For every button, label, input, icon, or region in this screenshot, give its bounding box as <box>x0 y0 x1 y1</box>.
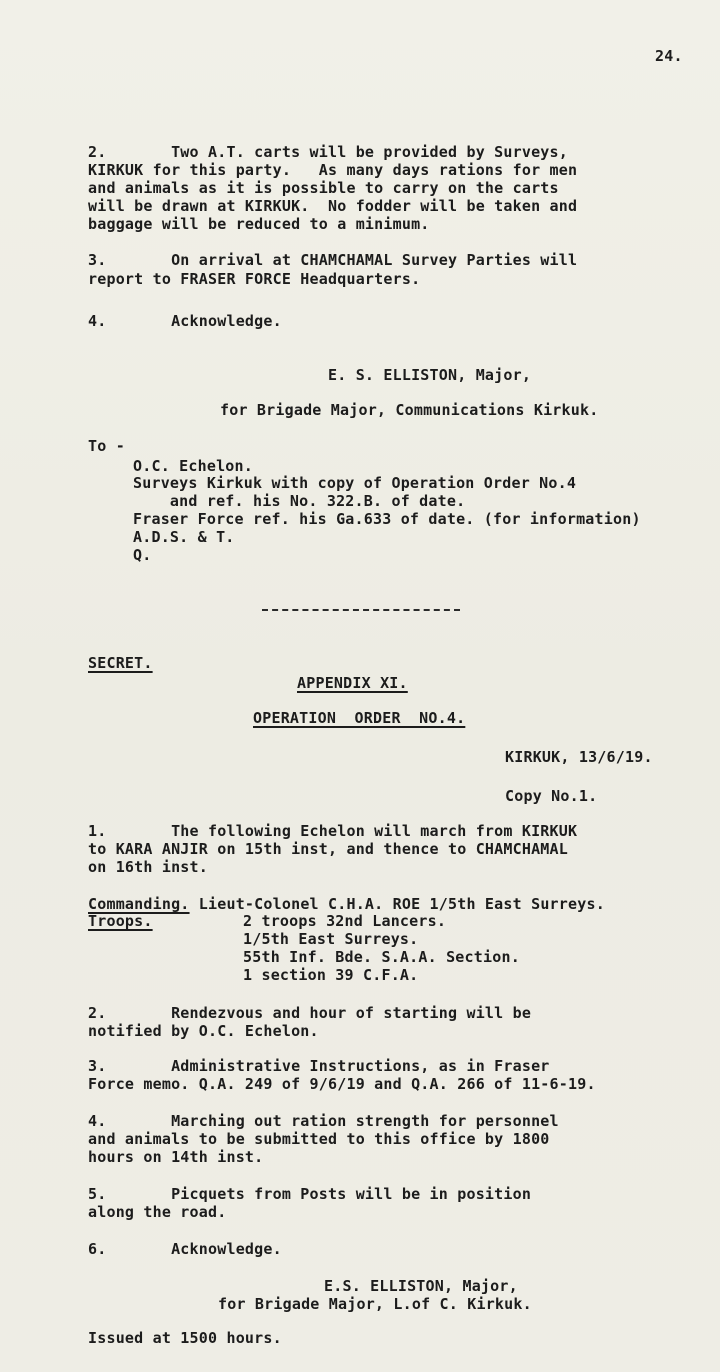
place-date: KIRKUK, 13/6/19. <box>505 748 653 766</box>
order-paragraph-6: 6. Acknowledge. <box>88 1240 282 1258</box>
paragraph-4: 4. Acknowledge. <box>88 312 282 330</box>
order-paragraph-3-line-2: Force memo. Q.A. 249 of 9/6/19 and Q.A. 266 of 11-6-19. <box>88 1075 596 1093</box>
paragraph-3-line-2: report to FRASER FORCE Headquarters. <box>88 270 421 288</box>
distribution-label: To - <box>88 437 125 455</box>
paragraph-2-line-4: will be drawn at KIRKUK. No fodder will be taken and <box>88 197 578 215</box>
paragraph-2-line-1: 2. Two A.T. carts will be provided by Surveys, <box>88 143 568 161</box>
order-paragraph-4-line-2: and animals to be submitted to this office by 1800 <box>88 1130 550 1148</box>
distribution-item: O.C. Echelon. <box>133 457 253 475</box>
issued-time: Issued at 1500 hours. <box>88 1329 282 1347</box>
signature-name: E. S. ELLISTON, Major, <box>328 366 532 384</box>
distribution-item: Fraser Force ref. his Ga.633 of date. (for information) <box>133 510 641 528</box>
page-number: 24. <box>655 47 683 65</box>
commanding-label: Commanding. <box>88 895 190 913</box>
commanding-line <box>88 895 605 913</box>
order-paragraph-3-line-1: 3. Administrative Instructions, as in Fraser <box>88 1057 550 1075</box>
troops-item: 1/5th East Surreys. <box>243 930 419 948</box>
distribution-item: and ref. his No. 322.B. of date. <box>133 492 466 510</box>
signature-title: for Brigade Major, Communications Kirkuk. <box>220 401 599 419</box>
paragraph-2-line-2: KIRKUK for this party. As many days rations for men <box>88 161 578 179</box>
troops-label: Troops. <box>88 912 153 930</box>
order-paragraph-2-line-1: 2. Rendezvous and hour of starting will be <box>88 1004 532 1022</box>
paragraph-3-line-1: 3. On arrival at CHAMCHAMAL Survey Parties will <box>88 251 578 269</box>
troops-item: 2 troops 32nd Lancers. <box>243 912 447 930</box>
order-paragraph-1-line-2: to KARA ANJIR on 15th inst, and thence to CHAMCHAMAL <box>88 840 568 858</box>
classification-label: SECRET. <box>88 654 153 672</box>
order-signature-title: for Brigade Major, L.of C. Kirkuk. <box>218 1295 532 1313</box>
order-paragraph-5-line-2: along the road. <box>88 1203 227 1221</box>
distribution-item: A.D.S. & T. <box>133 528 235 546</box>
appendix-heading: APPENDIX XI. <box>297 674 408 692</box>
order-paragraph-4-line-1: 4. Marching out ration strength for personnel <box>88 1112 559 1130</box>
troops-item: 55th Inf. Bde. S.A.A. Section. <box>243 948 520 966</box>
order-title: OPERATION ORDER NO.4. <box>253 709 466 727</box>
commanding-text: Lieut-Colonel C.H.A. ROE 1/5th East Surreys. <box>189 895 605 913</box>
distribution-item: Q. <box>133 546 152 564</box>
order-signature-name: E.S. ELLISTON, Major, <box>324 1277 518 1295</box>
paragraph-2-line-3: and animals as it is possible to carry on the carts <box>88 179 559 197</box>
paragraph-2-line-5: baggage will be reduced to a minimum. <box>88 215 430 233</box>
copy-number: Copy No.1. <box>505 787 598 805</box>
troops-item: 1 section 39 C.F.A. <box>243 966 419 984</box>
order-paragraph-2-line-2: notified by O.C. Echelon. <box>88 1022 319 1040</box>
order-paragraph-1-line-1: 1. The following Echelon will march from KIRKUK <box>88 822 578 840</box>
order-paragraph-5-line-1: 5. Picquets from Posts will be in position <box>88 1185 532 1203</box>
order-paragraph-4-line-3: hours on 14th inst. <box>88 1148 264 1166</box>
separator-line <box>262 609 460 611</box>
order-paragraph-1-line-3: on 16th inst. <box>88 858 208 876</box>
distribution-item: Surveys Kirkuk with copy of Operation Order No.4 <box>133 474 577 492</box>
